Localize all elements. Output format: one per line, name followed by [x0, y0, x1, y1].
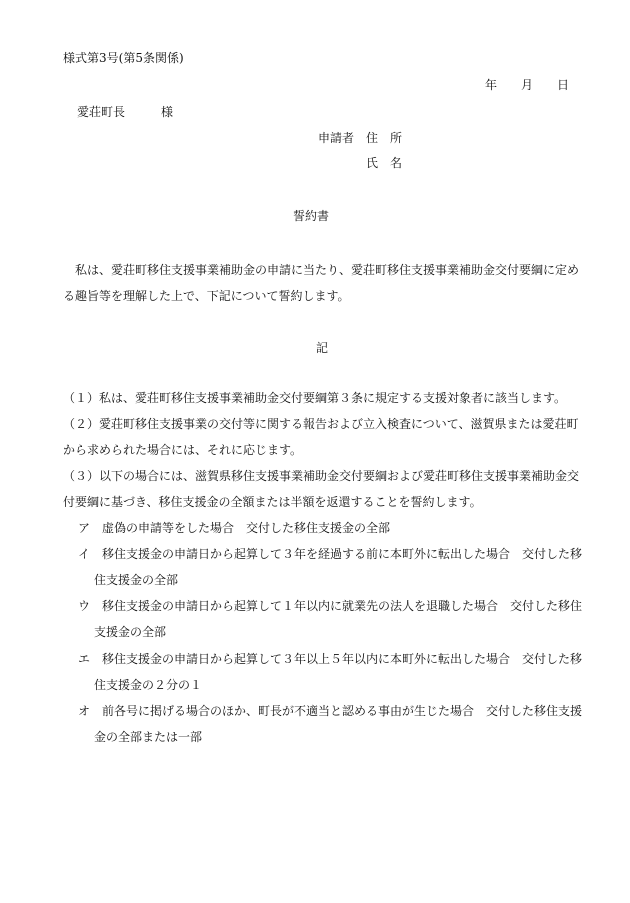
applicant-address-label: 申請者 住 所 — [318, 131, 403, 145]
intro-line: 私は、愛荘町移住支援事業補助金の申請に当たり、愛荘町移住支援事業補助金交付要綱に定め — [63, 263, 580, 277]
condition-i: イ 移住支援金の申請日から起算して３年を経過する前に本町外に転出した場合 交付した移 — [78, 547, 583, 561]
applicant-name-label: 氏 名 — [366, 156, 403, 170]
condition-i-cont: 住支援金の全部 — [94, 573, 179, 587]
pledge-item-1: （１）私は、愛荘町移住支援事業補助金交付要綱第３条に規定する支援対象者に該当します。 — [63, 391, 567, 405]
form-number: 様式第3号(第5条関係) — [63, 51, 184, 65]
condition-u-cont: 支援金の全部 — [94, 625, 167, 639]
condition-o-cont: 金の全部または一部 — [94, 730, 203, 744]
pledge-item-2-cont: から求められた場合には、それに応じます。 — [63, 443, 303, 457]
condition-a: ア 虚偽の申請等をした場合 交付した移住支援金の全部 — [78, 521, 391, 535]
condition-e: エ 移住支援金の申請日から起算して３年以上５年以内に本町外に転出した場合 交付した移 — [78, 652, 583, 666]
condition-u: ウ 移住支援金の申請日から起算して１年以内に就業先の法人を退職した場合 交付した移住 — [78, 599, 583, 613]
ki-heading: 記 — [316, 341, 329, 355]
pledge-item-3: （３）以下の場合には、滋賀県移住支援事業補助金交付要綱および愛荘町移住支援事業補助金交 — [63, 469, 580, 483]
addressee: 愛荘町長 様 — [77, 105, 174, 119]
pledge-item-3-cont: 付要綱に基づき、移住支援金の全額または半額を返還することを誓約します。 — [63, 495, 482, 509]
document-title: 誓約書 — [293, 209, 330, 223]
condition-o: オ 前各号に掲げる場合のほか、町長が不適当と認める事由が生じた場合 交付した移住支援 — [78, 704, 583, 718]
pledge-item-2: （２）愛荘町移住支援事業の交付等に関する報告および立入検査について、滋賀県または愛荘町 — [63, 417, 579, 431]
intro-line: る趣旨等を理解した上で、下記について誓約します。 — [63, 289, 350, 303]
condition-e-cont: 住支援金の２分の１ — [94, 678, 203, 692]
date-line: 年 月 日 — [485, 78, 570, 92]
